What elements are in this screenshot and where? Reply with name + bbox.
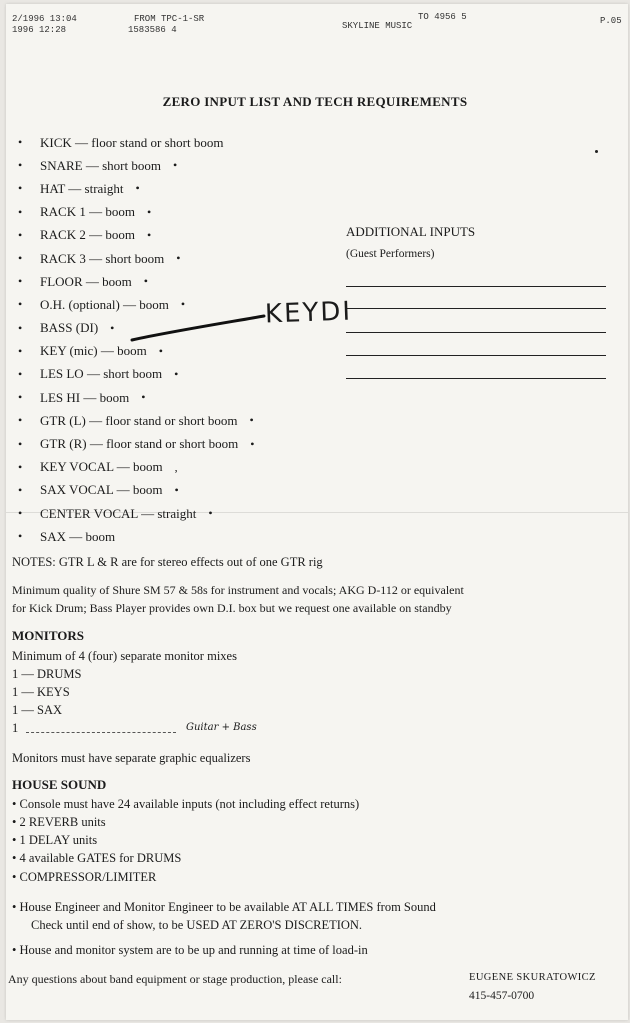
dot-mark: • — [176, 251, 181, 266]
monitor-mix: 1 — DRUMS — [12, 667, 82, 681]
list-item — [18, 409, 254, 432]
fax-header-line1-mid: FROM TPC-1-SR — [134, 14, 205, 24]
dot-mark: • — [146, 204, 152, 219]
handwritten-stroke — [128, 308, 268, 348]
bullet-icon: • — [18, 506, 23, 521]
house-item-text: COMPRESSOR/LIMITER — [19, 870, 157, 884]
bullet-icon: • — [18, 482, 23, 497]
monitor-mix: 1 — [12, 721, 19, 735]
bullet-icon: • — [12, 900, 20, 914]
input-label: GTR (R) — floor stand or short boom — [40, 436, 239, 452]
list-item — [18, 131, 254, 154]
house-item-text: Check until end of show, to be USED AT ZERO'S DISCRETION. — [31, 918, 363, 932]
bullet-icon: • — [12, 833, 20, 847]
fax-header-line1-left: 2/1996 13:04 — [12, 14, 77, 24]
dot-mark: , — [174, 459, 178, 474]
bullet-icon: • — [18, 343, 23, 358]
house-item-text: House and monitor system are to be up and running at time of load-in — [19, 943, 368, 957]
blank-line — [346, 286, 606, 287]
input-label: SNARE — short boom — [40, 157, 161, 173]
fax-header-company: SKYLINE MUSIC — [342, 21, 413, 31]
handwritten-mix: Guitar + Bass — [186, 722, 257, 733]
house-item-text: 2 REVERB units — [19, 815, 106, 829]
dot-mark: • — [135, 181, 140, 196]
input-label: SAX — boom — [40, 528, 116, 544]
page-title: ZERO INPUT LIST AND TECH REQUIREMENTS — [162, 94, 468, 109]
list-item — [18, 201, 254, 224]
blank-line — [346, 378, 606, 379]
dot-mark: • — [143, 274, 148, 289]
additional-inputs-subtitle: (Guest Performers) — [346, 248, 435, 260]
dot-mark: • — [146, 227, 152, 242]
speck-mark — [595, 150, 598, 153]
house-item — [12, 870, 156, 885]
list-item — [18, 363, 254, 386]
dot-mark: • — [174, 482, 179, 497]
notes-line: NOTES: GTR L & R are for stereo effects out of one GTR rig — [12, 555, 323, 569]
dot-mark: • — [249, 413, 254, 428]
monitors-heading: MONITORS — [12, 628, 84, 643]
input-label: RACK 1 — boom — [40, 204, 135, 220]
dot-mark: • — [158, 343, 163, 358]
bullet-icon: • — [12, 851, 20, 865]
handwritten-keydi: KEYDI — [264, 296, 353, 330]
fax-header-to: TO 4956 5 — [418, 12, 467, 22]
dot-mark: • — [250, 436, 255, 451]
dot-mark: • — [110, 320, 115, 335]
notes-line: Minimum quality of Shure SM 57 & 58s for instrument and vocals; AKG D-112 or equivalent — [12, 583, 464, 597]
input-label: KICK — floor stand or short boom — [40, 134, 224, 150]
list-item — [18, 525, 254, 548]
house-item-text: 1 DELAY units — [19, 833, 98, 847]
list-item — [18, 247, 254, 270]
bullet-icon: • — [12, 870, 20, 884]
fax-header-page: P.05 — [600, 16, 622, 26]
blank-line — [346, 355, 606, 356]
dot-mark: • — [172, 158, 178, 173]
house-item — [12, 943, 368, 958]
monitor-mix: 1 — KEYS — [12, 685, 70, 699]
input-label: FLOOR — boom — [40, 273, 132, 289]
fax-header-line2-left: 1996 12:28 — [12, 25, 67, 35]
input-label: CENTER VOCAL — straight — [40, 505, 197, 521]
list-item — [18, 432, 254, 455]
house-item — [12, 815, 106, 830]
house-item — [12, 851, 181, 866]
house-item-text: Console must have 24 available inputs (not including effect returns) — [19, 797, 360, 811]
fax-header-line2-mid: 1583586 4 — [128, 25, 177, 35]
bullet-icon: • — [18, 320, 23, 335]
bullet-icon: • — [18, 459, 23, 474]
list-item — [18, 154, 254, 177]
input-label: BASS (DI) — [40, 320, 99, 336]
dot-mark: • — [174, 366, 179, 381]
input-label: SAX VOCAL — boom — [40, 482, 163, 498]
house-item — [12, 797, 359, 812]
list-item — [18, 270, 254, 293]
input-label: RACK 3 — short boom — [40, 250, 165, 266]
list-item — [18, 456, 254, 479]
bullet-icon: • — [18, 227, 23, 242]
input-label: LES HI — boom — [40, 389, 130, 405]
bullet-icon: • — [18, 297, 23, 312]
input-label: LES LO — short boom — [40, 366, 163, 382]
dot-mark: • — [141, 390, 146, 405]
bullet-icon: • — [18, 181, 23, 196]
bullet-icon: • — [18, 390, 23, 405]
list-item — [18, 386, 254, 409]
monitors-eq-note: Monitors must have separate graphic equalizers — [12, 751, 251, 765]
bullet-icon: • — [18, 366, 23, 381]
bullet-icon: • — [12, 943, 20, 957]
house-sound-heading: HOUSE SOUND — [12, 777, 107, 792]
input-label: HAT — straight — [40, 180, 124, 196]
blank-line — [346, 332, 606, 333]
bullet-icon: • — [18, 413, 23, 428]
house-item — [12, 900, 436, 915]
list-item — [18, 177, 254, 200]
bullet-icon: • — [12, 815, 20, 829]
notes-line: for Kick Drum; Bass Player provides own D.I. box but we request one available on standby — [12, 601, 452, 615]
input-label: O.H. (optional) — boom — [40, 296, 169, 312]
bullet-icon: • — [18, 436, 23, 451]
contact-text: Any questions about band equipment or stage production, please call: — [8, 972, 342, 986]
input-label: KEY VOCAL — boom — [40, 459, 163, 475]
bullet-icon: • — [18, 158, 23, 173]
dot-mark: • — [180, 297, 186, 312]
bullet-icon: • — [18, 204, 23, 219]
dot-mark: • — [208, 506, 213, 521]
input-label: RACK 2 — boom — [40, 227, 135, 243]
list-item — [18, 502, 254, 525]
monitors-intro: Minimum of 4 (four) separate monitor mixes — [12, 649, 237, 663]
house-item-text: 4 available GATES for DRUMS — [19, 851, 182, 865]
house-item — [12, 833, 97, 848]
bullet-icon: • — [18, 135, 23, 150]
input-label: GTR (L) — floor stand or short boom — [40, 412, 238, 428]
list-item — [18, 224, 254, 247]
contact-name: EUGENE SKURATOWICZ — [469, 972, 596, 983]
contact-phone: 415-457-0700 — [469, 990, 535, 1002]
additional-inputs-title: ADDITIONAL INPUTS — [346, 224, 476, 239]
house-item-text: House Engineer and Monitor Engineer to be available AT ALL TIMES from Sound — [19, 900, 436, 914]
monitor-mix: 1 — SAX — [12, 703, 63, 717]
blank-line — [346, 308, 606, 309]
list-item — [18, 479, 254, 502]
bullet-icon: • — [18, 251, 23, 266]
bullet-icon: • — [12, 797, 20, 811]
blank-line — [26, 732, 176, 733]
bullet-icon: • — [18, 529, 23, 544]
bullet-icon: • — [18, 274, 23, 289]
input-label: KEY (mic) — boom — [40, 343, 147, 359]
